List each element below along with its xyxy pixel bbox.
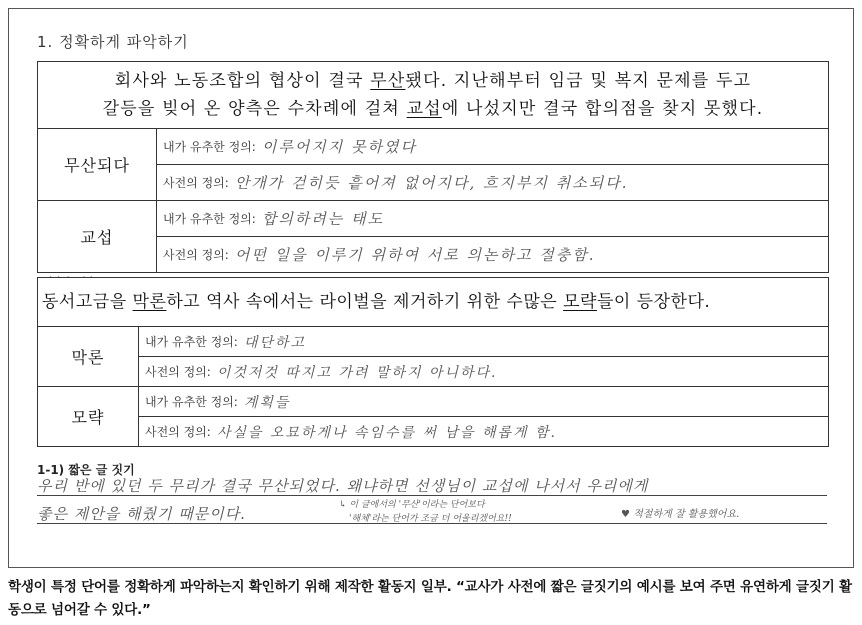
handwritten-definition: 합의하려는 태도 (261, 210, 385, 228)
def-label-mine: 내가 유추한 정의: (145, 335, 238, 349)
target-word: 무산 (370, 71, 406, 91)
arrow-icon: ↳ (339, 500, 347, 510)
sentence-text: 들이 등장한다. (596, 292, 711, 312)
handwritten-definition: 계획들 (243, 394, 291, 411)
sentence-text: 에 나섰지만 결국 합의점을 찾지 못했다. (441, 99, 764, 119)
teacher-praise: ♥ 적절하게 잘 활용했어요. (621, 509, 740, 520)
handwritten-sentence: 좋은 제안을 해줬기 때문이다. (37, 505, 246, 523)
vocab-word: 모략 (38, 387, 139, 447)
target-word: 모략 (563, 292, 597, 312)
sentence-text: 됐다. 지난해부터 임금 및 복지 문제를 두고 (405, 71, 752, 91)
def-label-dict: 사전의 정의: (145, 365, 211, 379)
example-sentence-2 (38, 278, 829, 327)
exercise-title: 1-1) 짧은 글 짓기 (37, 463, 135, 477)
vocab-word: 교섭 (38, 201, 157, 273)
teacher-comment-text: 이 글에서의 '무산'이라는 단어보다 (349, 500, 485, 510)
vocab-word: 막론 (38, 327, 139, 387)
sentence-text: 하고 역사 속에서는 라이벌을 제거하기 위한 수많은 (166, 292, 564, 312)
handwritten-definition: 어떤 일을 이루기 위하여 서로 의논하고 절충함. (234, 246, 596, 264)
vocab-table-1 (37, 61, 829, 273)
handwritten-sentence: 우리 반에 있던 두 무리가 결국 무산되었다. 왜냐하면 선생님이 교섭에 나서서 우리에게 (37, 477, 649, 495)
handwritten-definition: 안개가 걷히듯 흩어져 없어지다, 흐지부지 취소되다. (234, 174, 629, 192)
vocab-word: 무산되다 (38, 129, 157, 201)
target-word: 교섭 (406, 99, 442, 119)
writing-line (37, 523, 827, 524)
sentence-text: 갈등을 빚어 온 양측은 수차례에 걸쳐 (102, 99, 407, 119)
handwritten-definition: 이루어지지 못하였다 (261, 138, 418, 156)
sentence-text: 회사와 노동조합의 협상이 결국 (114, 71, 371, 91)
worksheet (8, 8, 854, 568)
def-label-mine: 내가 유추한 정의: (163, 140, 256, 154)
def-label-dict: 사전의 정의: (163, 248, 229, 262)
writing-line (37, 495, 827, 496)
teacher-comment (339, 497, 485, 510)
handwritten-definition: 대단하고 (243, 334, 306, 351)
handwritten-definition: 사실을 오묘하게나 속임수를 써 남을 해롭게 함. (216, 424, 557, 441)
photo-caption: 학생이 특정 단어를 정확하게 파악하는지 확인하기 위해 제작한 활동지 일부. “교사가 사전에 짧은 글짓기의 예시를 보여 주면 유연하게 글짓기 활동으로 넘어갈 수 있다.” (8, 579, 852, 618)
def-label-dict: 사전의 정의: (145, 425, 211, 439)
section-title: 1. 정확하게 파악하기 (37, 33, 189, 51)
def-label-mine: 내가 유추한 정의: (163, 212, 256, 226)
vocab-table-2 (37, 277, 829, 447)
target-word: 막론 (132, 292, 167, 312)
def-label-mine: 내가 유추한 정의: (145, 395, 238, 409)
handwritten-definition: 이것저것 따지고 가려 말하지 아니하다. (216, 364, 498, 381)
teacher-comment-text: '해체'라는 단어가 조금 더 어울리겠어요!! (349, 514, 512, 524)
example-sentence-1 (38, 62, 829, 129)
sentence-text: 동서고금을 (42, 292, 133, 312)
def-label-dict: 사전의 정의: (163, 176, 229, 190)
